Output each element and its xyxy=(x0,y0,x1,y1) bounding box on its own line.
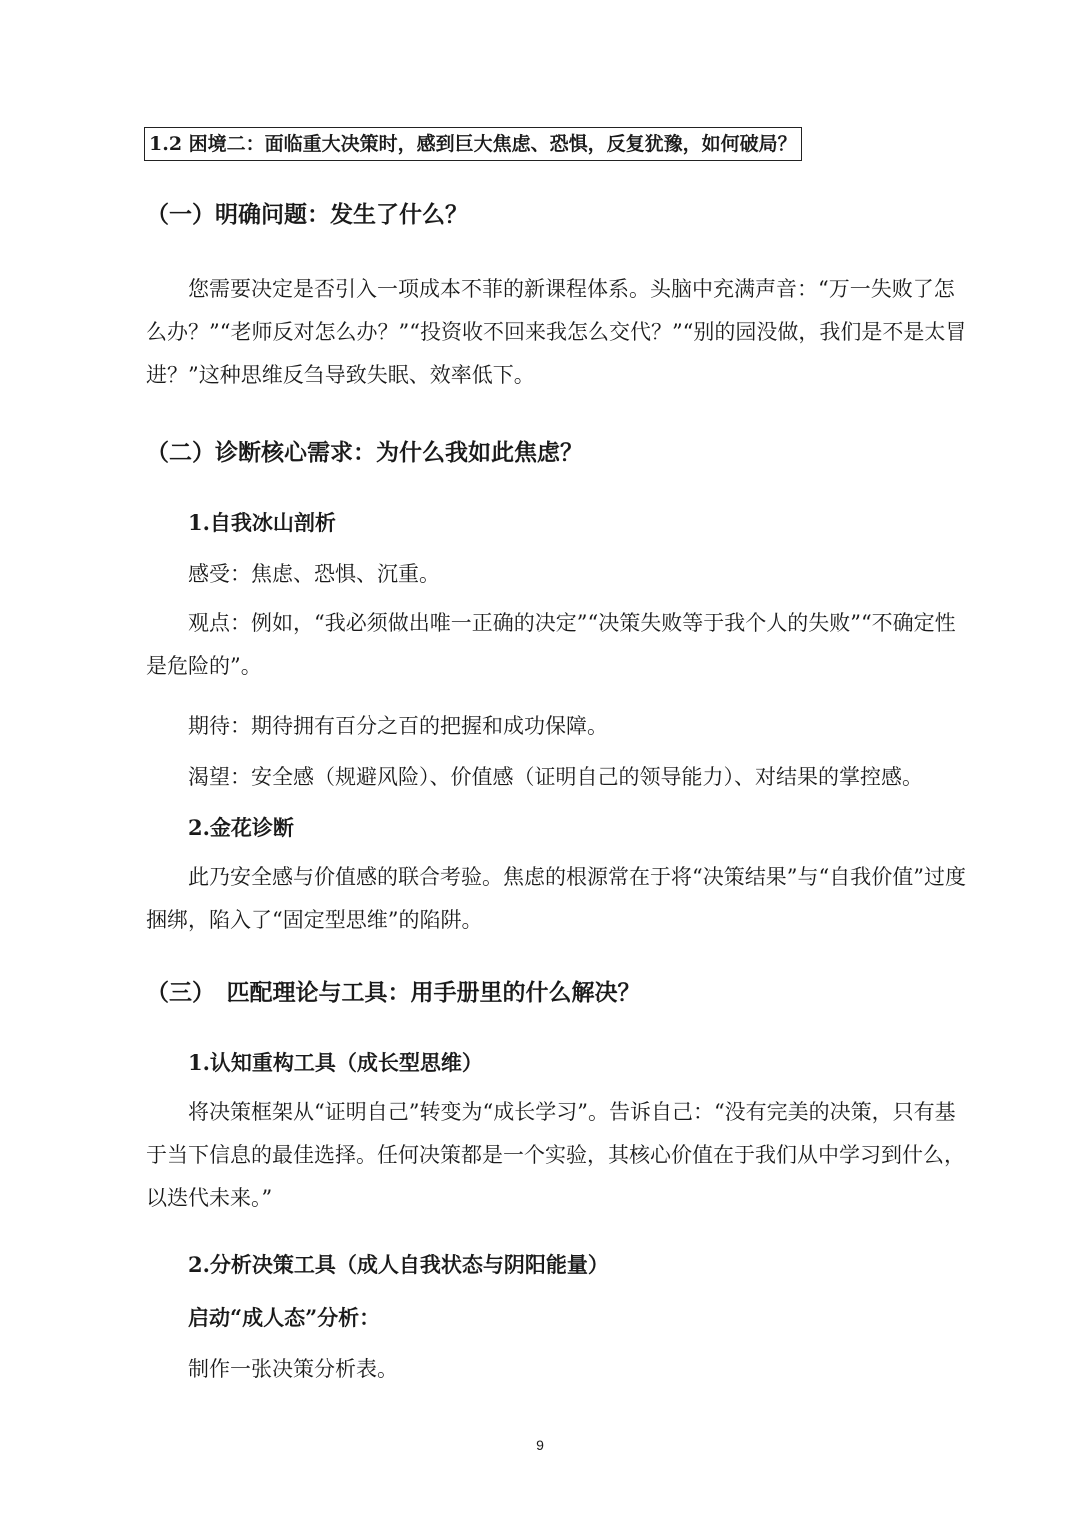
part2-sub2-title: 2.金花诊断 xyxy=(188,815,294,840)
diagnosis-paragraph: 此乃安全感与价值感的联合考验。焦虑的根源常在于将“决策结果”与“自我价值”过度捆绑，陷入了“固定型思维”的陷阱。 xyxy=(146,865,966,932)
cognitive-reframe-paragraph: 将决策框架从“证明自己”转变为“成长学习”。告诉自己：“没有完美的决策，只有基于当下信息的最佳选择。任何决策都是一个实验，其核心价值在于我们从中学习到什么，以迭代未来。” xyxy=(146,1100,965,1210)
longing-line: 渴望：安全感（规避风险）、价值感（证明自己的领导能力）、对结果的掌控感。 xyxy=(188,765,923,789)
part1-paragraph: 您需要决定是否引入一项成本不菲的新课程体系。头脑中充满声音：“万一失败了怎么办？”“老师反对怎么办？”“投资收不回来我怎么交代？”“别的园没做，我们是不是太冒进？”这种思维反刍导致失眠、效率低下。 xyxy=(146,277,967,387)
expectation-line: 期待：期待拥有百分之百的把握和成功保障。 xyxy=(188,714,608,738)
part3-sub2-title: 2.分析决策工具（成人自我状态与阴阳能量） xyxy=(188,1252,609,1277)
make-table-line: 制作一张决策分析表。 xyxy=(188,1357,398,1381)
viewpoint-paragraph: 观点：例如，“我必须做出唯一正确的决定”“决策失败等于我个人的失败”“不确定性是危险的”。 xyxy=(146,611,956,678)
part3-sub1-title: 1.认知重构工具（成长型思维） xyxy=(188,1050,483,1075)
part2-heading: （二）诊断核心需求：为什么我如此焦虑？ xyxy=(146,439,583,466)
feeling-line: 感受：焦虑、恐惧、沉重。 xyxy=(188,562,440,586)
part3-heading: （三） 匹配理论与工具：用手册里的什么解决？ xyxy=(146,979,641,1006)
page-number: 9 xyxy=(536,1437,544,1453)
section-title: 1.2 困境二：面临重大决策时，感到巨大焦虑、恐惧，反复犹豫，如何破局？ xyxy=(144,127,802,161)
part2-sub1-title: 1.自我冰山剖析 xyxy=(188,510,336,535)
part1-heading: （一）明确问题：发生了什么？ xyxy=(146,201,468,228)
start-adult-state-label: 启动“成人态”分析： xyxy=(188,1305,381,1330)
